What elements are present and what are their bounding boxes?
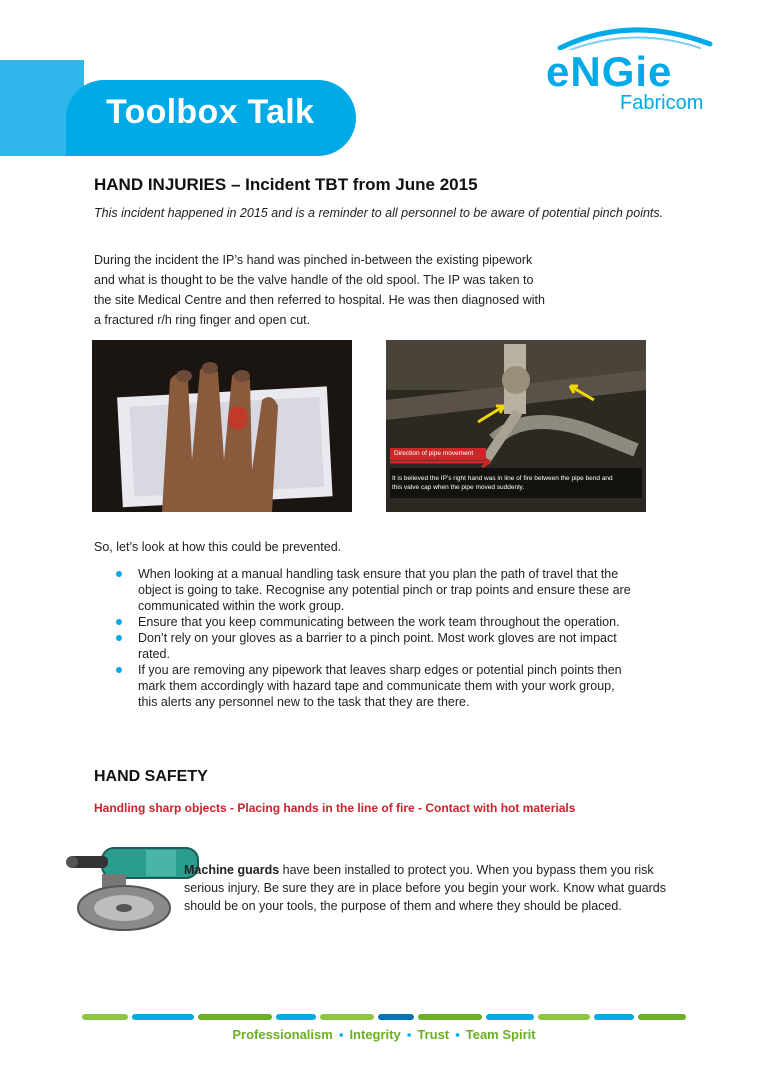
prevention-list <box>116 566 636 710</box>
angle-grinder-icon <box>62 830 202 940</box>
footer-values <box>0 1027 768 1042</box>
pipe-direction-label: Direction of pipe movement <box>390 448 486 460</box>
list-item <box>116 630 636 662</box>
list-item <box>116 614 636 630</box>
injured-hand-image <box>92 340 352 512</box>
list-item-text: When looking at a manual handling task ensure that you plan the path of travel that the object is going to take. Recognise any potential pinch or trap points and ensure these are communicated within the work group. <box>138 567 631 613</box>
machine-guards-bold: Machine guards <box>184 863 280 877</box>
footer-value: Trust <box>417 1027 450 1042</box>
bullet-icon <box>116 635 122 641</box>
prevention-lead: So, let’s look at how this could be prevented. <box>94 540 342 554</box>
footer-value: Team Spirit <box>465 1027 536 1042</box>
incident-heading: HAND INJURIES – Incident TBT from June 2015 <box>94 175 478 194</box>
footer-color-bar <box>82 1014 686 1020</box>
incident-intro: This incident happened in 2015 and is a reminder to all personnel to be aware of potential pinch points. <box>94 206 664 220</box>
incident-line: During the incident the IP’s hand was pinched in-between the existing pipework <box>94 253 533 267</box>
bullet-icon <box>116 619 122 625</box>
bullet-icon <box>116 571 122 577</box>
hand-safety-heading: HAND SAFETY <box>94 768 208 785</box>
logo-arc-icon <box>540 20 720 50</box>
footer-separator: ▪ <box>338 1027 344 1042</box>
footer-value: Professionalism <box>232 1027 333 1042</box>
machine-guards-text <box>184 861 684 915</box>
pipework-photo <box>386 340 646 512</box>
incident-description <box>94 250 634 330</box>
logo-word: eNGie <box>546 48 673 95</box>
footer-value: Integrity <box>349 1027 401 1042</box>
list-item-text: Ensure that you keep communicating between the work team throughout the operation. <box>138 615 620 629</box>
hand-safety-subheading: Handling sharp objects - Placing hands in the line of fire - Contact with hot materials <box>94 801 576 815</box>
injured-hand-photo <box>92 340 352 512</box>
engie-logo <box>540 20 720 116</box>
footer-separator: ▪ <box>455 1027 460 1042</box>
page-title: Toolbox Talk <box>106 93 315 131</box>
list-item <box>116 662 636 710</box>
incident-line: a fractured r/h ring finger and open cut. <box>94 313 311 327</box>
list-item-text: If you are removing any pipework that leaves sharp edges or potential pinch points then mark them accordingly with hazard tape and communicate them with your work group, this alerts any personnel new to the task that they are there. <box>138 663 622 709</box>
list-item-text: Don’t rely on your gloves as a barrier to a pinch point. Most work gloves are not impact rated. <box>138 631 617 661</box>
machine-guards-body: have been installed to protect you. When you bypass them you risk serious injury. Be sure they are in place before you begin your work. Know what guards should be on your tools, the purpose of them and where they should be placed. <box>184 863 666 913</box>
list-item <box>116 566 636 614</box>
logo-subtitle: Fabricom <box>620 92 704 114</box>
pipe-photo-note: It is believed the IP’s right hand was in line of fire between the pipe bend and this valve cap when the pipe moved suddenly. <box>392 475 613 491</box>
incident-line: the site Medical Centre and then referred to hospital. He was then diagnosed with <box>94 293 545 307</box>
incident-line: and what is thought to be the valve handle of the old spool. The IP was taken to <box>94 273 534 287</box>
bullet-icon <box>116 667 122 673</box>
footer-separator: ▪ <box>406 1027 412 1042</box>
